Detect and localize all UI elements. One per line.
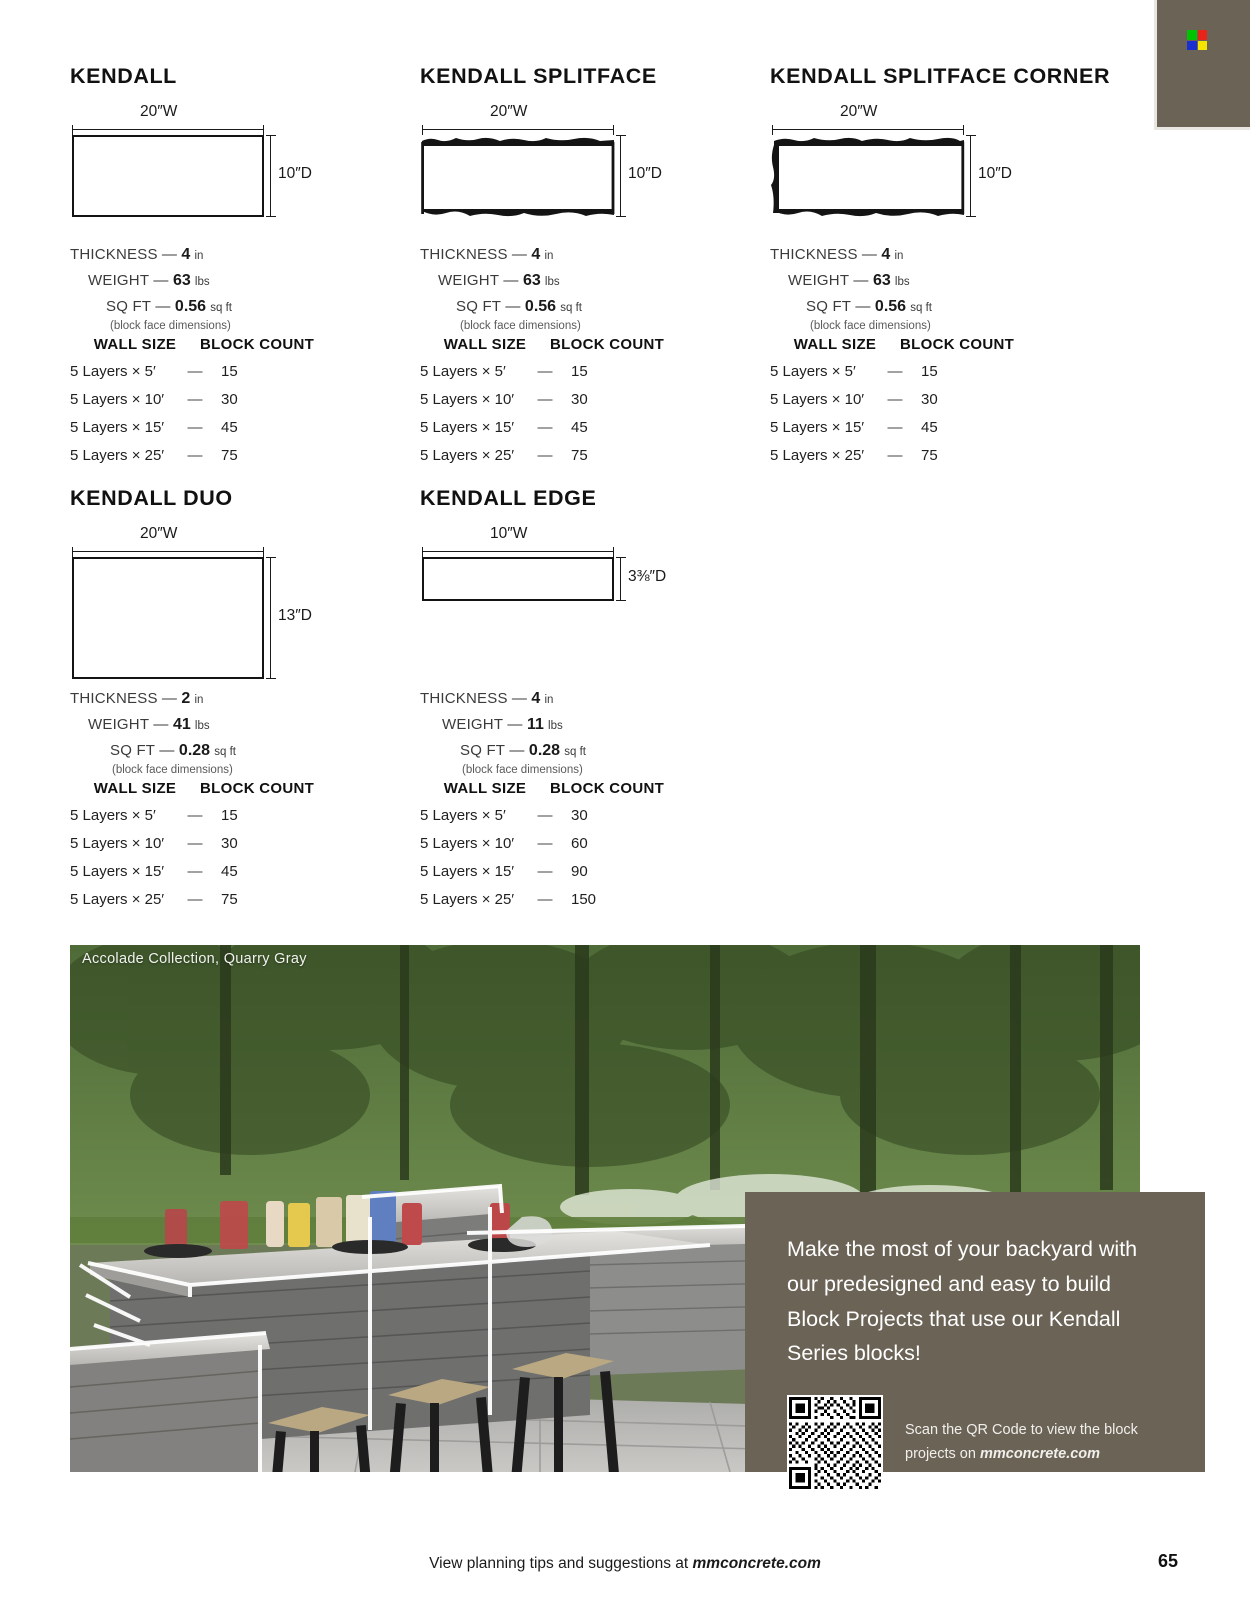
spec-weight: WEIGHT — 41 lbs [88, 715, 210, 733]
column-header-wall-size: WALL SIZE [793, 336, 877, 353]
product-title: KENDALL SPLITFACE [420, 64, 657, 88]
spec-weight-label: WEIGHT [88, 271, 150, 289]
table-row [420, 442, 700, 470]
cell-dash: — [887, 363, 903, 380]
spec-sqft-label: SQ FT [456, 297, 502, 315]
spec-weight: WEIGHT — 63 lbs [788, 271, 910, 289]
cell-dash: — [187, 446, 203, 464]
cell-block-count: 30 [921, 390, 938, 408]
spec-weight-value: 41 [172, 715, 191, 733]
spec-weight-unit: lbs [194, 275, 210, 288]
spec-list [70, 242, 400, 332]
spec-sqft-value: 0.28 [528, 741, 561, 759]
cell-dash: — [537, 446, 553, 464]
depth-dimension-line [270, 135, 271, 217]
cell-wall-size: 5 Layers × 15′ [70, 418, 165, 436]
cell-wall-size: 5 Layers × 5′ [70, 363, 156, 380]
spec-note: (block face dimensions) [460, 319, 581, 332]
spec-thickness-label: THICKNESS [420, 246, 508, 263]
spec-thickness: THICKNESS — 4 in [70, 246, 204, 263]
product-kendall-splitface [420, 64, 750, 464]
spec-sqft-label: SQ FT [110, 741, 156, 759]
depth-label: 13″D [278, 607, 312, 624]
cell-dash: — [537, 890, 553, 908]
cell-dash: — [187, 363, 203, 380]
cell-dash: — [187, 834, 203, 852]
splitface-corner-texture-icon [762, 129, 977, 225]
cell-wall-size: 5 Layers × 10′ [770, 390, 865, 408]
column-header-block-count: BLOCK COUNT [550, 336, 665, 353]
spec-weight-value: 63 [872, 271, 891, 289]
cell-block-count: 30 [571, 807, 588, 824]
spec-thickness-value: 2 [181, 690, 191, 707]
cell-wall-size: 5 Layers × 10′ [420, 390, 515, 408]
table-row [70, 358, 350, 386]
width-dimension-line [72, 551, 264, 552]
cell-wall-size: 5 Layers × 25′ [70, 446, 165, 464]
promo-qr-block [787, 1395, 1167, 1491]
table-row [420, 358, 700, 386]
table-row [70, 442, 350, 470]
spec-sqft-unit: sq ft [910, 301, 932, 314]
cell-block-count: 30 [571, 390, 588, 408]
cell-block-count: 75 [221, 890, 238, 908]
wall-size-table [420, 780, 700, 914]
qr-code-icon[interactable] [787, 1395, 883, 1491]
depth-dimension-line [620, 135, 621, 217]
spec-thickness-value: 4 [531, 690, 541, 707]
cell-dash: — [187, 807, 203, 824]
spec-sqft: SQ FT — 0.28 sq ft [460, 741, 586, 759]
product-title: KENDALL [70, 64, 177, 88]
width-dimension-line [422, 551, 614, 552]
cell-wall-size: 5 Layers × 5′ [770, 363, 856, 380]
depth-label: 3⅜″D [628, 568, 667, 585]
cell-wall-size: 5 Layers × 5′ [70, 807, 156, 824]
spec-sqft: SQ FT — 0.56 sq ft [106, 297, 232, 315]
spec-sqft-value: 0.56 [874, 297, 907, 315]
spec-thickness-unit: in [544, 694, 554, 706]
table-row [420, 386, 700, 414]
product-kendall [70, 64, 400, 464]
depth-label: 10″D [278, 165, 312, 182]
cell-wall-size: 5 Layers × 25′ [420, 890, 515, 908]
spec-note: (block face dimensions) [810, 319, 931, 332]
cell-block-count: 15 [571, 363, 588, 380]
spec-sqft-unit: sq ft [210, 301, 232, 314]
qr-caption [905, 1419, 1167, 1467]
cell-wall-size: 5 Layers × 25′ [70, 890, 165, 908]
wall-size-table [770, 336, 1050, 470]
wall-size-table [420, 336, 700, 470]
spec-thickness-value: 4 [531, 246, 541, 263]
splitface-texture-icon [416, 129, 626, 225]
spec-thickness-value: 4 [881, 246, 891, 263]
table-row [70, 802, 350, 830]
spec-weight-unit: lbs [894, 275, 910, 288]
spec-thickness-label: THICKNESS [770, 246, 858, 263]
depth-label: 10″D [978, 165, 1012, 182]
width-dimension-line [422, 129, 614, 130]
spec-sqft-value: 0.28 [178, 741, 211, 759]
block-face-shape [422, 557, 614, 601]
column-header-wall-size: WALL SIZE [443, 780, 527, 797]
column-header-wall-size: WALL SIZE [93, 780, 177, 797]
footer-site-link[interactable]: mmconcrete.com [692, 1555, 821, 1572]
spec-sqft-label: SQ FT [460, 741, 506, 759]
spec-weight-value: 11 [526, 715, 544, 733]
qr-code-svg [789, 1397, 881, 1489]
column-header-wall-size: WALL SIZE [443, 336, 527, 353]
table-row [770, 358, 1050, 386]
table-row [420, 802, 700, 830]
spec-thickness-label: THICKNESS [70, 690, 158, 707]
table-header [70, 336, 350, 353]
spec-weight-unit: lbs [544, 275, 560, 288]
cell-block-count: 45 [221, 418, 238, 436]
photo-caption: Accolade Collection, Quarry Gray [82, 951, 307, 967]
table-header [70, 780, 350, 797]
table-row [70, 886, 350, 914]
wall-size-table [70, 336, 350, 470]
wall-size-table [70, 780, 350, 914]
table-row [70, 414, 350, 442]
spec-weight-unit: lbs [548, 719, 563, 732]
table-header [420, 780, 700, 797]
column-header-block-count: BLOCK COUNT [200, 780, 315, 797]
cell-block-count: 15 [221, 807, 238, 824]
cell-dash: — [187, 862, 203, 880]
spec-weight: WEIGHT — 63 lbs [438, 271, 560, 289]
depth-dimension-line [270, 557, 271, 679]
spec-thickness-value: 4 [181, 246, 191, 263]
cell-wall-size: 5 Layers × 10′ [70, 390, 165, 408]
product-title: KENDALL EDGE [420, 486, 597, 510]
promo-headline: Make the most of your backyard with our predesigned and easy to build Block Projects that use our Kendall Series blocks! [787, 1237, 1138, 1366]
spec-thickness: THICKNESS — 2 in [70, 690, 204, 707]
product-title: KENDALL DUO [70, 486, 233, 510]
spec-thickness: THICKNESS — 4 in [420, 690, 554, 707]
cell-dash: — [187, 418, 203, 436]
table-row [420, 414, 700, 442]
cell-block-count: 45 [921, 418, 938, 436]
spec-weight: WEIGHT — 63 lbs [88, 271, 210, 289]
footer-label: View planning tips and suggestions at [429, 1555, 693, 1572]
spec-sqft-label: SQ FT [806, 297, 852, 315]
cell-dash: — [887, 446, 903, 464]
spec-sqft: SQ FT — 0.28 sq ft [110, 741, 236, 759]
column-header-block-count: BLOCK COUNT [200, 336, 315, 353]
cell-block-count: 15 [221, 363, 238, 380]
depth-dimension-line [620, 557, 621, 601]
width-label: 20″W [490, 103, 528, 120]
qr-caption-site[interactable]: mmconcrete.com [979, 1446, 1101, 1463]
spec-sqft-unit: sq ft [214, 745, 236, 758]
cell-block-count: 90 [571, 862, 588, 880]
table-row [770, 386, 1050, 414]
spec-weight: WEIGHT — 11 lbs [442, 715, 563, 733]
spec-thickness: THICKNESS — 4 in [770, 246, 904, 263]
cell-block-count: 45 [221, 862, 238, 880]
product-title: KENDALL SPLITFACE CORNER [770, 64, 1111, 88]
table-row [420, 858, 700, 886]
spec-note: (block face dimensions) [112, 763, 233, 776]
cell-block-count: 75 [571, 446, 588, 464]
spec-thickness-unit: in [544, 250, 554, 262]
spec-weight-label: WEIGHT [438, 271, 500, 289]
spec-thickness-unit: in [194, 694, 204, 706]
promo-callout [745, 1192, 1205, 1472]
spec-sqft-unit: sq ft [560, 301, 582, 314]
cell-wall-size: 5 Layers × 5′ [420, 807, 506, 824]
cell-wall-size: 5 Layers × 15′ [770, 418, 865, 436]
spec-sqft-label: SQ FT [106, 297, 152, 315]
cell-dash: — [187, 890, 203, 908]
width-label: 20″W [140, 103, 178, 120]
column-header-block-count: BLOCK COUNT [900, 336, 1015, 353]
cell-wall-size: 5 Layers × 15′ [70, 862, 165, 880]
block-face-shape [72, 135, 264, 217]
cell-dash: — [537, 807, 553, 824]
depth-label: 10″D [628, 165, 662, 182]
spec-list [420, 242, 750, 332]
width-dimension-line [772, 129, 964, 130]
cell-dash: — [187, 390, 203, 408]
column-header-block-count: BLOCK COUNT [550, 780, 665, 797]
spec-weight-label: WEIGHT [88, 715, 150, 733]
cell-block-count: 60 [571, 834, 588, 852]
table-header [770, 336, 1050, 353]
cell-wall-size: 5 Layers × 15′ [420, 418, 515, 436]
cell-dash: — [887, 418, 903, 436]
spec-list [770, 242, 1100, 332]
cell-block-count: 15 [921, 363, 938, 380]
spec-note: (block face dimensions) [110, 319, 231, 332]
cell-block-count: 75 [921, 446, 938, 464]
spec-weight-value: 63 [522, 271, 541, 289]
column-header-wall-size: WALL SIZE [93, 336, 177, 353]
cell-block-count: 30 [221, 834, 238, 852]
spec-weight-label: WEIGHT [788, 271, 850, 289]
cell-block-count: 150 [571, 890, 597, 908]
cell-wall-size: 5 Layers × 10′ [420, 834, 515, 852]
width-label: 20″W [840, 103, 878, 120]
spec-thickness-unit: in [194, 250, 204, 262]
spec-list [420, 686, 750, 776]
block-diagram [420, 525, 750, 709]
spec-list [70, 686, 400, 776]
table-row [70, 858, 350, 886]
table-row [770, 442, 1050, 470]
table-row [70, 386, 350, 414]
spec-thickness: THICKNESS — 4 in [420, 246, 554, 263]
width-label: 20″W [140, 525, 178, 542]
spec-weight-unit: lbs [194, 719, 210, 732]
spec-sqft-value: 0.56 [174, 297, 207, 315]
cell-dash: — [887, 390, 903, 408]
page-number: 65 [1157, 1551, 1178, 1571]
table-row [770, 414, 1050, 442]
depth-dimension-line [970, 135, 971, 217]
table-row [70, 830, 350, 858]
cell-dash: — [537, 862, 553, 880]
footer [0, 1555, 1250, 1573]
spec-weight-label: WEIGHT [442, 715, 504, 733]
spec-sqft-unit: sq ft [564, 745, 586, 758]
spec-thickness-unit: in [894, 250, 904, 262]
width-dimension-line [72, 129, 264, 130]
cell-block-count: 30 [221, 390, 238, 408]
qr-caption-text: Scan the QR Code to view the block projects on [905, 1422, 1138, 1463]
cell-dash: — [537, 834, 553, 852]
table-row [420, 886, 700, 914]
cell-block-count: 75 [221, 446, 238, 464]
spec-thickness-label: THICKNESS [420, 690, 508, 707]
block-face-shape [72, 557, 264, 679]
cell-wall-size: 5 Layers × 25′ [420, 446, 515, 464]
product-kendall-splitface-corner [770, 64, 1115, 464]
width-label: 10″W [490, 525, 528, 542]
cell-wall-size: 5 Layers × 10′ [70, 834, 165, 852]
spec-note: (block face dimensions) [462, 763, 583, 776]
cell-block-count: 45 [571, 418, 588, 436]
cell-dash: — [537, 390, 553, 408]
spec-sqft: SQ FT — 0.56 sq ft [806, 297, 932, 315]
spec-thickness-label: THICKNESS [70, 246, 158, 263]
cell-dash: — [537, 418, 553, 436]
product-kendall-duo [70, 486, 400, 908]
table-row [420, 830, 700, 858]
cell-dash: — [537, 363, 553, 380]
block-diagram [70, 525, 400, 709]
cell-wall-size: 5 Layers × 15′ [420, 862, 515, 880]
spec-sqft-value: 0.56 [524, 297, 557, 315]
cell-wall-size: 5 Layers × 25′ [770, 446, 865, 464]
cell-wall-size: 5 Layers × 5′ [420, 363, 506, 380]
spec-sqft: SQ FT — 0.56 sq ft [456, 297, 582, 315]
spec-weight-value: 63 [172, 271, 191, 289]
product-kendall-edge [420, 486, 750, 908]
table-header [420, 336, 700, 353]
